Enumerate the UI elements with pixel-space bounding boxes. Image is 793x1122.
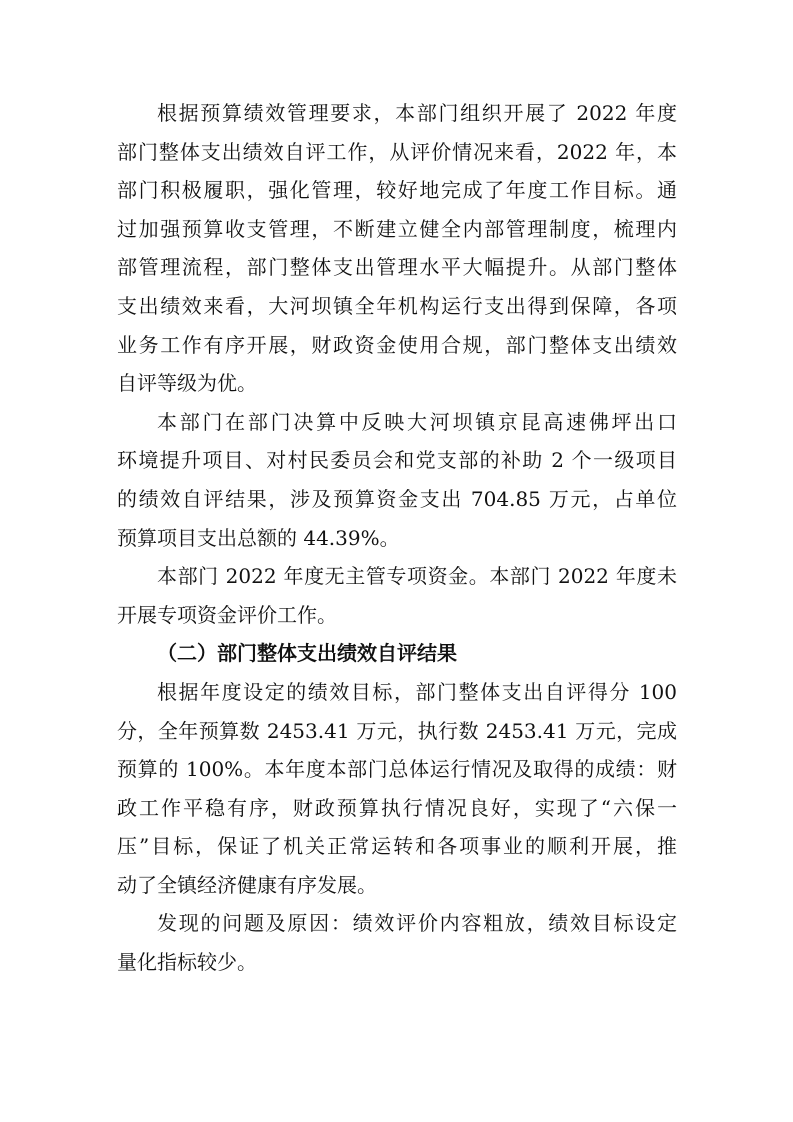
- text-line: 预算项目支出总额的 44.39%。: [117, 525, 400, 550]
- text-line: 分，全年预算数 2453.41 万元，执行数 2453.41 万元，完成: [117, 718, 677, 743]
- text-line: 环境提升项目、对村民委员会和党支部的补助 2 个一级项目: [117, 448, 677, 473]
- paragraph-self-evaluation-results: [117, 673, 677, 905]
- text-line: 发现的问题及原因：绩效评价内容粗放，绩效目标设定: [157, 911, 677, 936]
- text-line: 开展专项资金评价工作。: [117, 602, 337, 627]
- paragraph-project-results: [117, 403, 677, 557]
- text-line: 量化指标较少。: [117, 950, 257, 975]
- text-line: 根据年度设定的绩效目标，部门整体支出自评得分 100: [157, 679, 677, 704]
- paragraph-problems-and-causes: [117, 904, 677, 981]
- section-heading: （二）部门整体支出绩效自评结果: [157, 641, 457, 666]
- text-line: 预算的 100%。本年度本部门总体运行情况及取得的成绩：财: [117, 757, 677, 782]
- text-line: 部门积极履职，强化管理，较好地完成了年度工作目标。通: [117, 178, 677, 203]
- text-line: 业务工作有序开展，财政资金使用合规，部门整体支出绩效: [117, 332, 677, 357]
- text-line: 政工作平稳有序，财政预算执行情况良好，实现了“六保一: [117, 795, 677, 820]
- text-line: 过加强预算收支管理，不断建立健全内部管理制度，梳理内: [117, 216, 677, 241]
- text-line: 部管理流程，部门整体支出管理水平大幅提升。从部门整体: [117, 255, 677, 280]
- paragraph-special-funds: [117, 557, 677, 634]
- text-line: 部门整体支出绩效自评工作，从评价情况来看，2022 年，本: [117, 139, 677, 164]
- document-body: [117, 94, 677, 982]
- text-line: 压”目标，保证了机关正常运转和各项事业的顺利开展，推: [117, 834, 677, 859]
- text-line: 自评等级为优。: [117, 371, 257, 396]
- text-line: 支出绩效来看，大河坝镇全年机构运行支出得到保障，各项: [117, 293, 677, 318]
- paragraph-performance-overview: [117, 94, 677, 403]
- text-line: 动了全镇经济健康有序发展。: [117, 872, 377, 897]
- text-line: 根据预算绩效管理要求，本部门组织开展了 2022 年度: [157, 101, 677, 125]
- text-line: 的绩效自评结果，涉及预算资金支出 704.85 万元，占单位: [117, 486, 677, 511]
- text-line: 本部门 2022 年度无主管专项资金。本部门 2022 年度未: [157, 564, 677, 589]
- text-line: 本部门在部门决算中反映大河坝镇京昆高速佛坪出口: [157, 409, 677, 434]
